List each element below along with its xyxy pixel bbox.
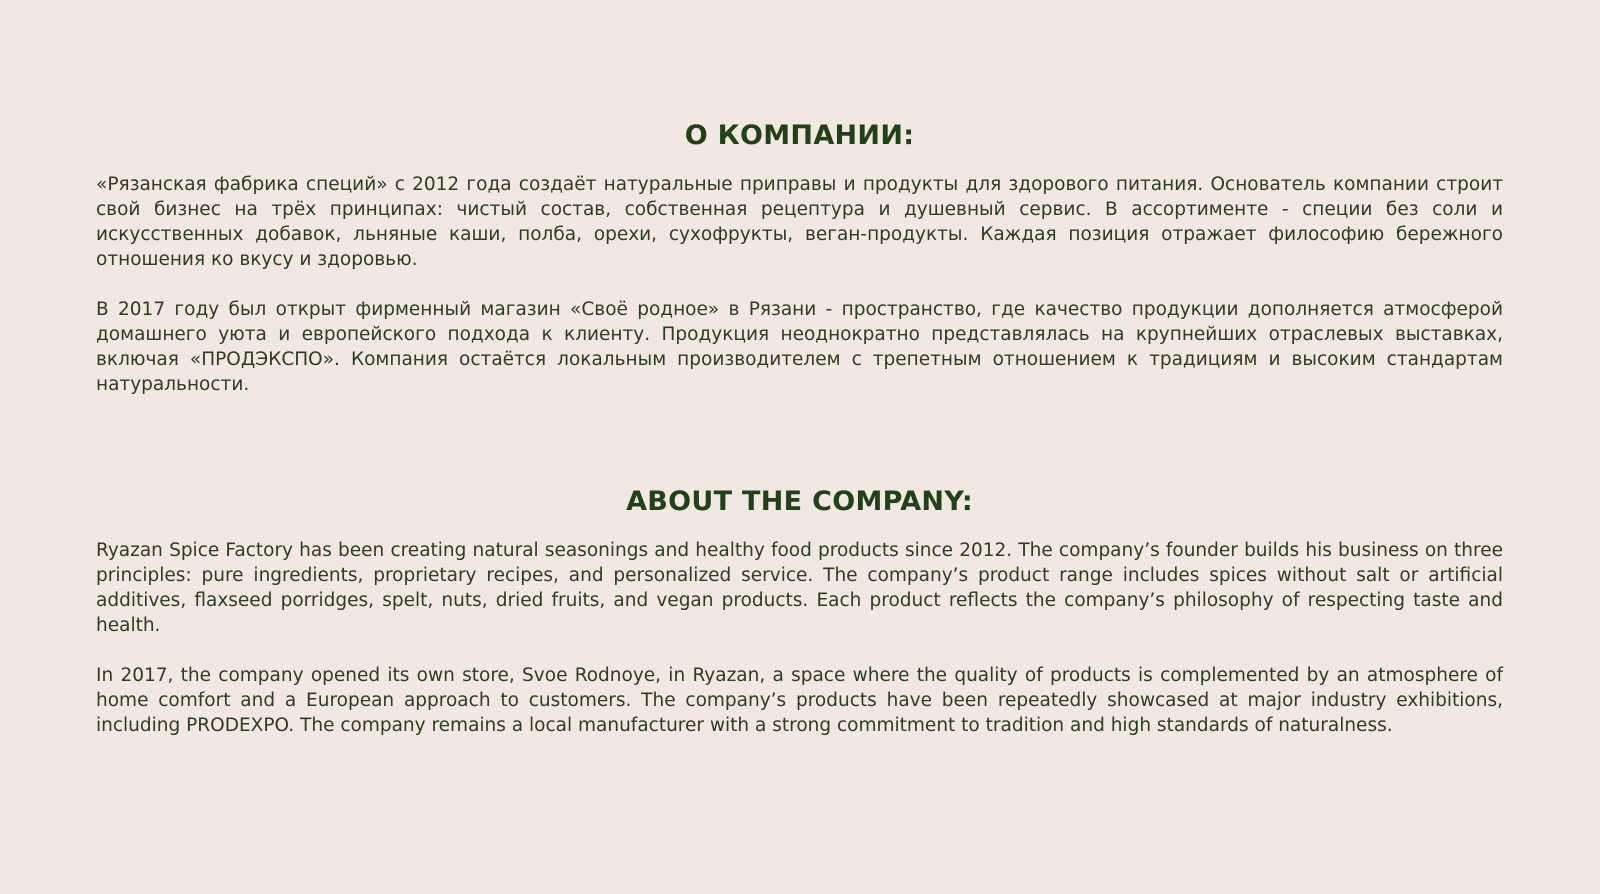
paragraph-ru-2: В 2017 году был открыт фирменный магазин «Своё родное» в Рязани - пространство, где качество продукции дополняется атмосферой домашнего уюта и европейского подхода к клиенту. Продукция неоднократно представлялась на крупнейших отраслевых выставках, включая «ПРОДЭКСПО». Компания остаётся локальным производителем с трепетным отношением к традициям и высоким стандартам натуральности. bbox=[96, 299, 1503, 395]
paragraph-en-1: Ryazan Spice Factory has been creating natural seasonings and healthy food products since 2012. The company’s founder builds his business on three principles: pure ingredients, proprietary recipes, and personalized service. The company’s product range includes spices without salt or artificial additives, flaxseed porridges, spelt, nuts, dried fruits, and vegan products. Each product reflects the company’s philosophy of respecting taste and health. bbox=[96, 540, 1503, 636]
about-section-ru bbox=[96, 118, 1503, 422]
section-heading-ru: О КОМПАНИИ: bbox=[684, 120, 915, 151]
paragraph-en-2: In 2017, the company opened its own store, Svoe Rodnoye, in Ryazan, a space where the quality of products is complemented by an atmosphere of home comfort and a European approach to customers. The company’s products have been repeatedly showcased at major industry exhibitions, including PRODEXPO. The company remains a local manufacturer with a strong commitment to tradition and high standards of naturalness. bbox=[96, 665, 1503, 736]
about-section-en bbox=[96, 484, 1503, 763]
section-heading-en: ABOUT THE COMPANY: bbox=[626, 486, 973, 517]
paragraph-ru-1: «Рязанская фабрика специй» с 2012 года создаёт натуральные приправы и продукты для здорового питания. Основатель компании строит свой бизнес на трёх принципах: чистый состав, собственная рецептура и душевный сервис. В ассортименте - специи без соли и искусственных добавок, льняные каши, полба, орехи, сухофрукты, веган-продукты. Каждая позиция отражает философию бережного отношения ко вкусу и здоровью. bbox=[96, 174, 1503, 270]
